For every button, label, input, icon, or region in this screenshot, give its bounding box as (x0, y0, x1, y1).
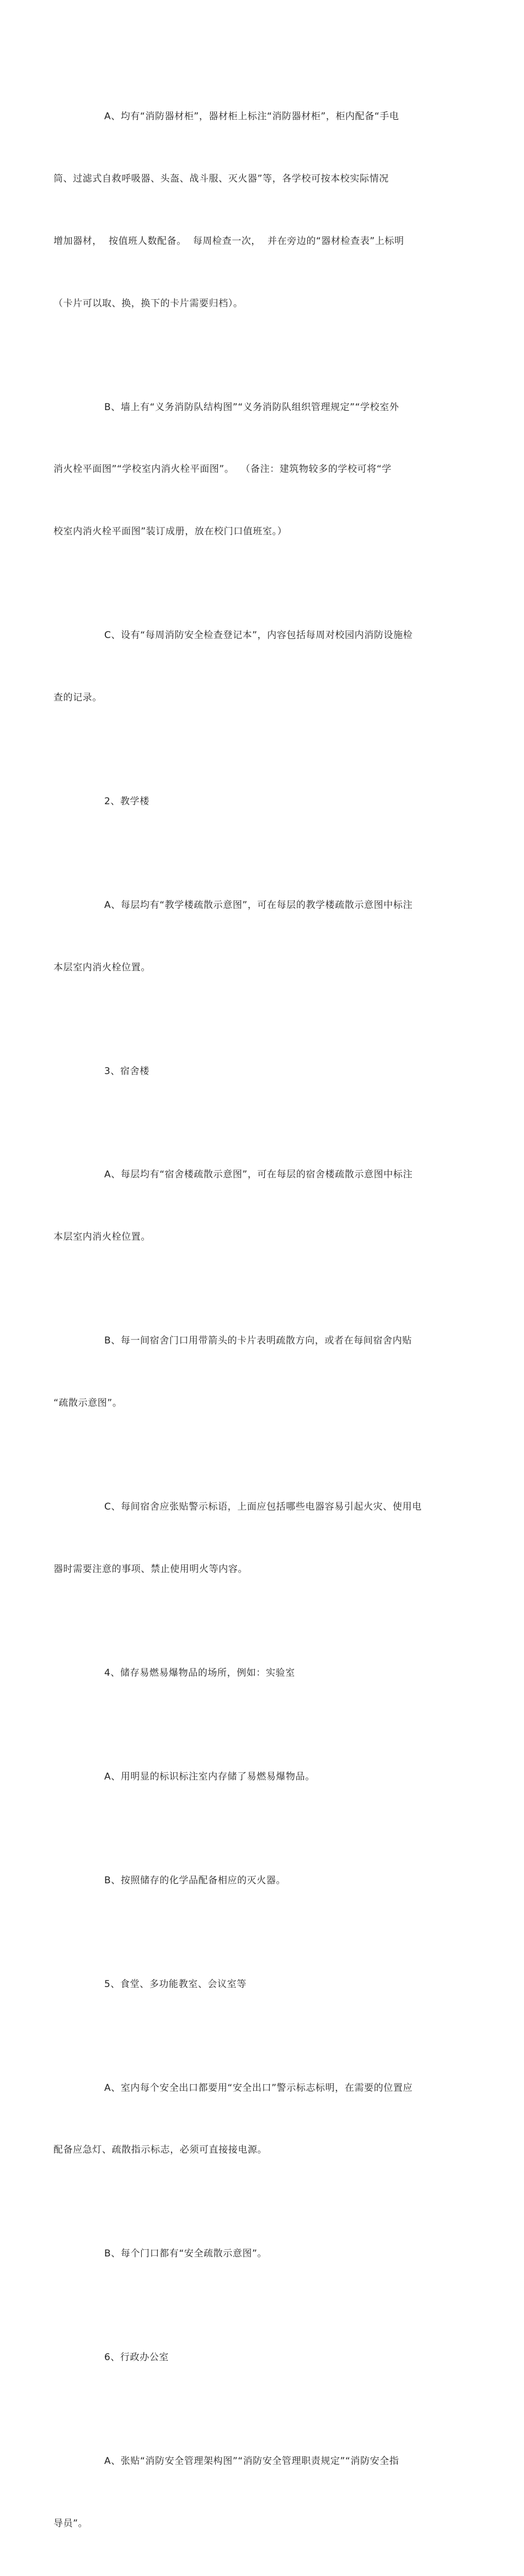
paragraph-equipment-cabinet (54, 65, 443, 355)
text-line: 3、宿舍楼 (104, 1065, 149, 1077)
text-line: 导员”。 (54, 2518, 88, 2530)
text-line: 筒、过滤式自救呼吸器、头盔、战斗服、灭火器”等，各学校可按本校实际情况 (54, 173, 389, 184)
text-line: 4、储存易燃易爆物品的场所，例如：实验室 (104, 1667, 295, 1679)
text-line: A、均有“消防器材柜”，器材柜上标注“消防器材柜”，柜内配备“手电 (104, 111, 399, 123)
text-line: 5、食堂、多功能教室、会议室等 (104, 1978, 247, 1990)
text-line: 增加器材， 按值班人数配备。 每周检查一次， 并在旁边的“器材检查表”上标明 (54, 235, 404, 247)
text-line: A、张贴“消防安全管理架构图”“消防安全管理职责规定”“消防安全指 (104, 2456, 399, 2467)
text-line: （卡片可以取、换，换下的卡片需要归档）。 (54, 298, 243, 309)
paragraph-dorm-warnings (54, 1456, 443, 1622)
text-line: 6、行政办公室 (104, 2352, 169, 2363)
paragraph-flammables-extinguishers (79, 1829, 443, 1932)
text-line: 查的记录。 (54, 692, 102, 703)
text-line: C、每间宿舍应张贴警示标语，上面应包括哪些电器容易引起火灾、使用电 (104, 1501, 422, 1512)
paragraph-admin-postings (54, 2410, 443, 2576)
section-heading-dormitory (79, 1019, 443, 1123)
text-line: 本层室内消火栓位置。 (54, 1231, 151, 1243)
text-line: 校室内消火栓平面图”装订成册，放在校门口值班室。） (54, 526, 287, 538)
text-line: C、设有“每周消防安全检查登记本”，内容包括每周对校园内消防设施检 (104, 630, 413, 641)
section-heading-flammables-storage (79, 1622, 443, 1725)
text-line: 器时需要注意的事项、禁止使用明火等内容。 (54, 1563, 248, 1575)
paragraph-dorm-evacuation (54, 1123, 443, 1289)
text-line: 本层室内消火栓位置。 (54, 962, 151, 973)
text-line: B、每个门口都有“安全疏散示意图”。 (104, 2248, 268, 2260)
section-heading-admin-office (79, 2306, 443, 2410)
section-heading-canteen (79, 1932, 443, 2036)
section-heading-teaching-building (79, 750, 443, 854)
paragraph-wall-charts (54, 355, 443, 584)
paragraph-teaching-evacuation (54, 854, 443, 1020)
text-line: A、用明显的标识标注室内存储了易燃易爆物品。 (104, 1771, 315, 1782)
paragraph-flammables-marking (79, 1725, 443, 1829)
paragraph-door-evacuation-map (79, 2202, 443, 2306)
text-line: 2、教学楼 (104, 795, 149, 807)
text-line: 配备应急灯、疏散指示标志，必须可直接接电源。 (54, 2144, 268, 2156)
text-line: 消火栓平面图”“学校室内消火栓平面图”。 （备注：建筑物较多的学校可将“学 (54, 464, 392, 475)
document-body (54, 65, 443, 2576)
text-line: A、每层均有“教学楼疏散示意图”，可在每层的教学楼疏散示意图中标注 (104, 899, 413, 911)
text-line: A、每层均有“宿舍楼疏散示意图”，可在每层的宿舍楼疏散示意图中标注 (104, 1169, 413, 1181)
paragraph-weekly-check (54, 584, 443, 750)
text-line: B、每一间宿舍门口用带箭头的卡片表明疏散方向，或者在每间宿舍内贴 (104, 1335, 412, 1347)
text-line: A、室内每个安全出口都要用“安全出口”警示标志标明，在需要的位置应 (104, 2082, 413, 2094)
text-line: B、按照储存的化学品配备相应的灭火器。 (104, 1874, 286, 1886)
text-line: B、墙上有“义务消防队结构图”“义务消防队组织管理规定”“学校室外 (104, 401, 399, 413)
paragraph-safety-exits (54, 2036, 443, 2202)
text-line: “疏散示意图”。 (54, 1398, 122, 1409)
paragraph-dorm-door-cards (54, 1289, 443, 1456)
